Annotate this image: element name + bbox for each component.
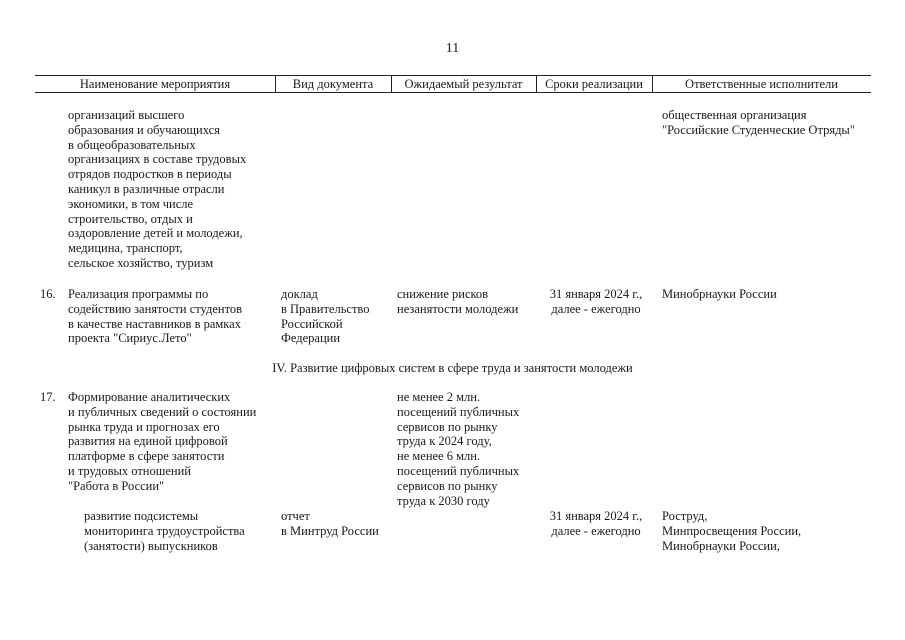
sub17-resp-cell: Роструд, Минпросвещения России, Минобрнауки России, bbox=[662, 509, 802, 553]
header-result: Ожидаемый результат bbox=[404, 77, 523, 91]
row16-name-cell: Реализация программы по содействию занятости студентов в качестве наставников в рамках проекта "Сириус.Лето" bbox=[68, 287, 243, 346]
cont-resp-cell: общественная организация "Российские Студенческие Отряды" bbox=[662, 108, 855, 137]
row16-doc-cell: доклад в Правительство Российской Федерации bbox=[281, 287, 370, 346]
header-terms: Сроки реализации bbox=[545, 77, 643, 91]
row16-number: 16. bbox=[40, 287, 56, 301]
table-header-rule bbox=[35, 92, 871, 93]
page-number: 11 bbox=[445, 41, 460, 56]
row16-resp-cell: Минобрнауки России bbox=[662, 287, 777, 301]
row16-result-cell: снижение рисков незанятости молодежи bbox=[397, 287, 519, 316]
section-title: IV. Развитие цифровых систем в сфере труда и занятости молодежи bbox=[272, 361, 633, 375]
sub17-terms-cell: 31 января 2024 г., далее - ежегодно bbox=[549, 509, 643, 538]
sub17-name-cell: развитие подсистемы мониторинга трудоустройства (занятости) выпускников bbox=[84, 509, 245, 553]
cont-name-cell: организаций высшего образования и обучающихся в общеобразовательных организациях в составе трудовых отрядов подростков в периоды каникул в различные отрасли экономики, в том числе строительство, отдых и оздоровление детей и молодежи, медицина, транспорт, сельское хозяйство, туризм bbox=[68, 108, 247, 270]
header-name: Наименование мероприятия bbox=[79, 77, 231, 91]
sub17-doc-cell: отчет в Минтруд России bbox=[281, 509, 379, 538]
row17-result-cell: не менее 2 млн. посещений публичных сервисов по рынку труда к 2024 году, не менее 6 млн. посещений публичных сервисов по рынку труда к 2030 году bbox=[397, 390, 520, 508]
header-doc: Вид документа bbox=[292, 77, 374, 91]
row16-terms-cell: 31 января 2024 г., далее - ежегодно bbox=[549, 287, 643, 316]
header-resp: Ответственные исполнители bbox=[685, 77, 838, 91]
table-top-rule bbox=[35, 75, 871, 76]
row17-name-cell: Формирование аналитических и публичных сведений о состоянии рынка труда и прогнозах его развития на единой цифровой платформе в сфере занятости и трудовых отношений "Работа в России" bbox=[68, 390, 257, 493]
row17-number: 17. bbox=[40, 390, 56, 404]
